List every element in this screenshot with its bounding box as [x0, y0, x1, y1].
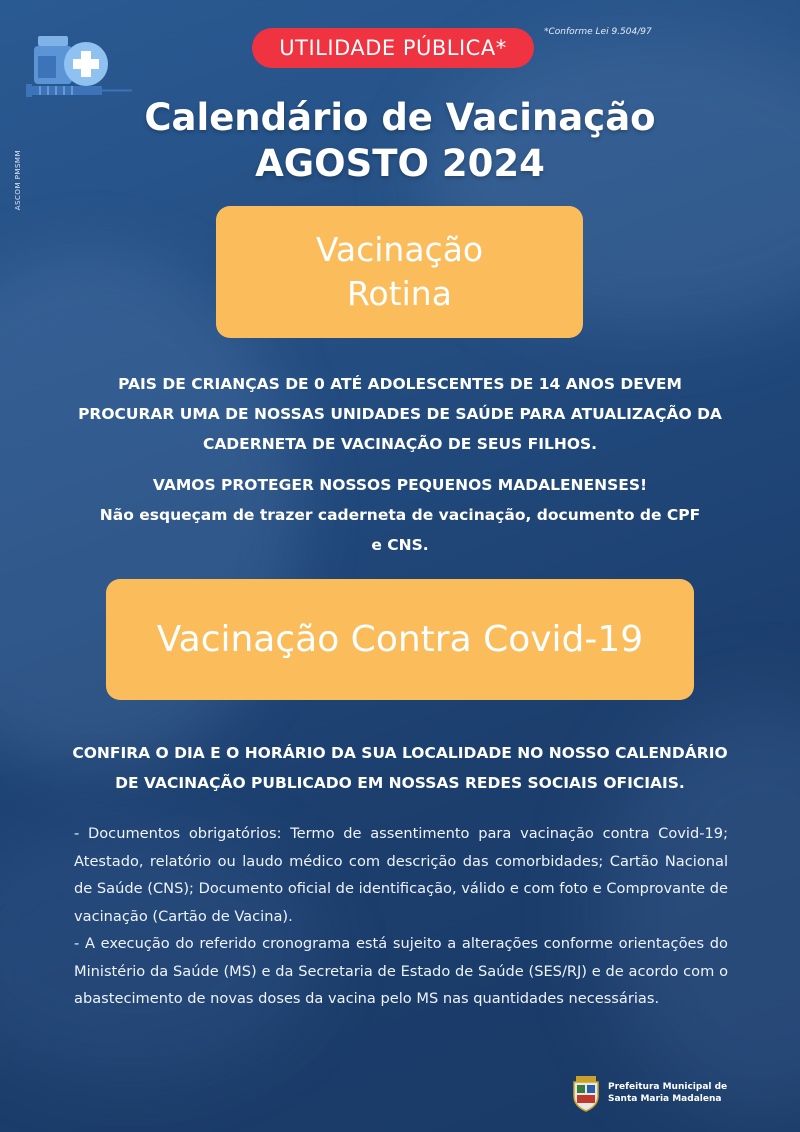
vaccine-vial-icon: [24, 34, 134, 104]
org-name-line2: Santa Maria Madalena: [608, 1094, 722, 1104]
covid-details: [74, 820, 728, 1013]
org-name-line1: Prefeitura Municipal de: [608, 1082, 728, 1092]
covid-notice: [0, 738, 800, 798]
side-credit: ASCOM PMSMM: [14, 150, 22, 211]
protect-message-line: VAMOS PROTEGER NOSSOS PEQUENOS MADALENENSES!: [152, 476, 648, 494]
required-documents: - Documentos obrigatórios: Termo de assentimento para vacinação contra Covid-19; Atestado, relatório ou laudo médico com descrição das comorbidades; Cartão Nacional de Saúde (CNS); Documento oficial de identificação, válido e com foto e Comprovante de vacinação (Cartão de Vacina).: [74, 825, 728, 925]
schedule-note: - A execução do referido cronograma está sujeito a alterações conforme orientações do Ministério da Saúde (MS) e da Secretaria de Estado de Saúde (SES/RJ) e de acordo com o abastecimento de novas doses da vacina pelo MS nas quantidades necessárias.: [74, 935, 728, 1007]
protect-message-line: e CNS.: [371, 536, 429, 554]
routine-card-line2: Rotina: [347, 274, 452, 313]
covid-vaccination-card: Vacinação Contra Covid-19: [106, 579, 694, 700]
protect-message-line: Não esqueçam de trazer caderneta de vacinação, documento de CPF: [99, 506, 701, 524]
page-subtitle: AGOSTO 2024: [255, 142, 545, 185]
protect-message: [0, 470, 800, 560]
routine-message: [0, 369, 800, 459]
routine-message-line: PAIS DE CRIANÇAS DE 0 ATÉ ADOLESCENTES DE 14 ANOS DEVEM: [118, 375, 682, 393]
municipal-crest-icon: [570, 1074, 602, 1112]
routine-message-line: PROCURAR UMA DE NOSSAS UNIDADES DE SAÚDE PARA ATUALIZAÇÃO DA: [78, 405, 722, 423]
routine-message-line: CADERNETA DE VACINAÇÃO DE SEUS FILHOS.: [202, 435, 598, 453]
public-utility-badge: UTILIDADE PÚBLICA*: [252, 28, 534, 68]
routine-card-line1: Vacinação: [315, 230, 484, 269]
routine-vaccination-card: [216, 206, 583, 338]
page-title: Calendário de Vacinação: [144, 96, 656, 139]
footer-org: [570, 1074, 727, 1112]
covid-notice-line: CONFIRA O DIA E O HORÁRIO DA SUA LOCALIDADE NO NOSSO CALENDÁRIO: [72, 744, 728, 762]
covid-notice-line: DE VACINAÇÃO PUBLICADO EM NOSSAS REDES SOCIAIS OFICIAIS.: [115, 774, 685, 792]
law-note: *Conforme Lei 9.504/97: [544, 27, 652, 37]
